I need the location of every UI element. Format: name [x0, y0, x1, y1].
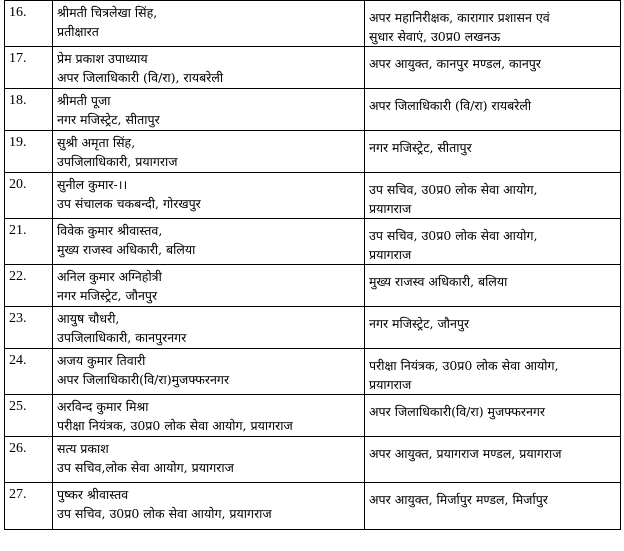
officer-name: पुष्कर श्रीवास्तव [57, 487, 129, 502]
new-posting-line-1: अपर महानिरीक्षक, कारागार प्रशासन एवं [369, 10, 550, 25]
current-posting: नगर मजिस्ट्रेट, जौनपुर [57, 288, 158, 303]
new-posting-line-1: अपर जिलाधिकारी (वि/रा) रायबरेली [369, 98, 532, 113]
serial-number: 16. [5, 1, 53, 47]
officer-name: सत्य प्रकाश [57, 441, 109, 456]
current-posting: उपजिलाधिकारी, कानपुरनगर [57, 330, 187, 345]
new-posting-cell [365, 47, 621, 89]
officer-cell [53, 89, 365, 131]
officer-name: अजय कुमार तिवारी [57, 353, 146, 368]
officer-cell [53, 173, 365, 219]
current-posting: नगर मजिस्ट्रेट, सीतापुर [57, 112, 160, 127]
current-posting: उप सचिव,लोक सेवा आयोग, प्रयागराज [57, 460, 234, 475]
current-posting: मुख्य राजस्व अधिकारी, बलिया [57, 242, 196, 257]
officer-cell [53, 47, 365, 89]
officer-name: श्रीमती पूजा [57, 93, 111, 108]
officer-cell [53, 1, 365, 47]
table-row [5, 395, 621, 437]
table-row [5, 437, 621, 483]
current-posting: उपजिलाधिकारी, प्रयागराज [57, 154, 178, 169]
table-row [5, 483, 621, 530]
serial-number: 22. [5, 265, 53, 307]
officer-name: सुनील कुमार-।। [57, 177, 128, 192]
serial-number: 18. [5, 89, 53, 131]
table-row [5, 131, 621, 173]
current-posting: परीक्षा नियंत्रक, उ0प्र0 लोक सेवा आयोग, प्रयागराज [57, 418, 293, 433]
officer-cell [53, 395, 365, 437]
table-row [5, 307, 621, 349]
officer-name: सुश्री अमृता सिंह, [57, 135, 136, 150]
table-row [5, 265, 621, 307]
officer-name: अनिल कुमार अग्निहोत्री [57, 269, 162, 284]
new-posting-line-1: उप सचिव, उ0प्र0 लोक सेवा आयोग, [369, 228, 538, 243]
table-row [5, 219, 621, 265]
officer-cell [53, 131, 365, 173]
new-posting-cell [365, 1, 621, 47]
new-posting-cell [365, 173, 621, 219]
serial-number: 17. [5, 47, 53, 89]
serial-number: 25. [5, 395, 53, 437]
serial-number: 20. [5, 173, 53, 219]
new-posting-line-2: प्रयागराज [369, 247, 412, 262]
new-posting-line-1: नगर मजिस्ट्रेट, सीतापुर [369, 140, 472, 155]
serial-number: 27. [5, 483, 53, 530]
serial-number: 21. [5, 219, 53, 265]
table-row [5, 89, 621, 131]
table-row [5, 47, 621, 89]
new-posting-line-1: अपर आयुक्त, प्रयागराज मण्डल, प्रयागराज [369, 446, 562, 461]
new-posting-line-1: उप सचिव, उ0प्र0 लोक सेवा आयोग, [369, 182, 538, 197]
table-row [5, 349, 621, 395]
serial-number: 24. [5, 349, 53, 395]
current-posting: अपर जिलाधिकारी (वि/रा), रायबरेली [57, 70, 224, 85]
serial-number: 19. [5, 131, 53, 173]
new-posting-line-1: मुख्य राजस्व अधिकारी, बलिया [369, 274, 508, 289]
transfer-table [4, 0, 621, 530]
officer-name: श्रीमती चित्रलेखा सिंह, [57, 5, 158, 20]
new-posting-line-2: प्रयागराज [369, 201, 412, 216]
new-posting-cell [365, 349, 621, 395]
officer-cell [53, 265, 365, 307]
new-posting-line-2: सुधार सेवाएं, उ0प्र0 लखनऊ [369, 29, 501, 44]
officer-name: अरविन्द कुमार मिश्रा [57, 399, 149, 414]
new-posting-line-2: प्रयागराज [369, 377, 412, 392]
new-posting-cell [365, 219, 621, 265]
transfer-list-document [4, 0, 620, 530]
serial-number: 26. [5, 437, 53, 483]
officer-cell [53, 437, 365, 483]
new-posting-cell [365, 395, 621, 437]
new-posting-cell [365, 131, 621, 173]
new-posting-cell [365, 265, 621, 307]
new-posting-line-1: अपर आयुक्त, कानपुर मण्डल, कानपुर [369, 56, 542, 71]
transfer-table-body [5, 1, 621, 530]
new-posting-cell [365, 437, 621, 483]
officer-cell [53, 219, 365, 265]
new-posting-line-1: अपर आयुक्त, मिर्जापुर मण्डल, मिर्जापुर [369, 492, 548, 507]
officer-name: प्रेम प्रकाश उपाध्याय [57, 51, 148, 66]
new-posting-line-1: परीक्षा नियंत्रक, उ0प्र0 लोक सेवा आयोग, [369, 358, 559, 373]
new-posting-cell [365, 307, 621, 349]
serial-number: 23. [5, 307, 53, 349]
new-posting-line-1: अपर जिलाधिकारी(वि/रा) मुजफ्फरनगर [369, 404, 546, 419]
current-posting: उप सचिव, उ0प्र0 लोक सेवा आयोग, प्रयागराज [57, 506, 272, 521]
officer-cell [53, 307, 365, 349]
table-row [5, 173, 621, 219]
current-posting: उप संचालक चकबन्दी, गोरखपुर [57, 196, 201, 211]
table-row [5, 1, 621, 47]
officer-name: आयुष चौधरी, [57, 311, 120, 326]
new-posting-cell [365, 89, 621, 131]
officer-cell [53, 483, 365, 530]
officer-name: विवेक कुमार श्रीवास्तव, [57, 223, 163, 238]
new-posting-cell [365, 483, 621, 530]
current-posting: अपर जिलाधिकारी(वि/रा)मुजफ्फरनगर [57, 372, 230, 387]
current-posting: प्रतीक्षारत [57, 24, 99, 39]
new-posting-line-1: नगर मजिस्ट्रेट, जौनपुर [369, 316, 470, 331]
officer-cell [53, 349, 365, 395]
